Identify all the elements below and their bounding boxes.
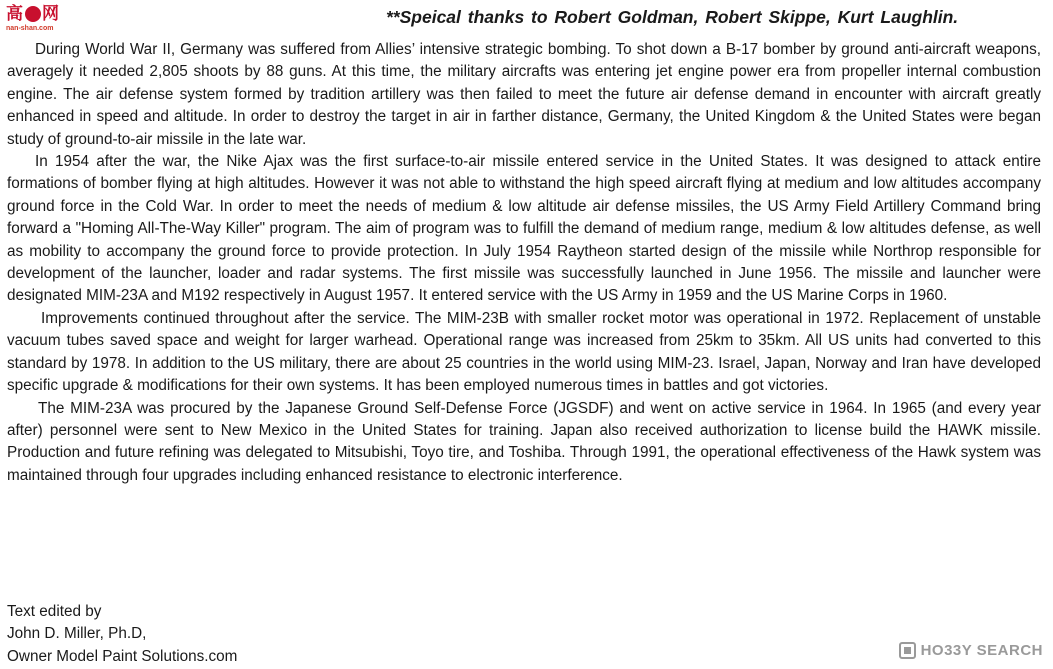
site-logo-mark: [6, 4, 60, 24]
hobby-search-logo-icon: [899, 642, 916, 659]
credit-line-1: Text edited by: [7, 603, 102, 620]
credit-line-2: John D. Miller, Ph.D,: [7, 625, 147, 643]
editor-credit: [7, 601, 237, 668]
paragraph-development: In 1954 after the war, the Nike Ajax was the first surface-to-air missile entered service in the United States. It was designed to attack entire formations of bomber flying at high altitudes. However it was not able to withstand the high speed aircraft flying at medium and low altitudes accompany ground force in the Cold War. In order to meet the needs of medium & low altitude air defense missiles, the US Army Field Artillery Command bring forward a "Homing All-The-Way Killer" program. The aim of program was to fulfill the demand of medium range, medium & low altitudes defense, as well as mobility to accompany the ground force to provide protection. In July 1954 Raytheon started design of the missile while Northrop responsible for development of the launcher, loader and radar systems. The first missile was successfully launched in June 1956. The missile and launcher were designated MIM-23A and M192 respectively in August 1957. It entered service with the US Army in 1959 and the US Marine Corps in 1960.: [7, 153, 1041, 305]
article-body: [7, 39, 1041, 487]
paragraph-jgsdf: The MIM-23A was procured by the Japanese Ground Self-Defense Force (JGSDF) and went on active service in 1964. In 1965 (and every year after) personnel were sent to New Mexico in the United States for training. Japan also received authorization to license build the HAWK missile. Production and future refining was delegated to Mitsubishi, Toyo tire, and Toshiba. Through 1991, the operational effectiveness of the Hawk system was maintained through four upgrades including enhanced resistance to electronic interference.: [7, 399, 1041, 484]
logo-char-right: 网: [42, 4, 60, 24]
credit-line-3: Owner Model Paint Solutions.com: [7, 647, 238, 665]
site-logo: [6, 4, 70, 38]
special-thanks: **Speical thanks to Robert Goldman, Robert Skippe, Kurt Laughlin.: [386, 7, 959, 27]
logo-badge-icon: [25, 6, 41, 22]
paragraph-improvements: Improvements continued throughout after the service. The MIM-23B with smaller rocket motor was operational in 1972. Replacement of unstable vacuum tubes saved space and weight for larger warhead. Operational range was increased from 25km to 35km. All US units had converted to this standard by 1978. In addition to the US military, there are about 25 countries in the world using MIM-23. Israel, Japan, Norway and Iran have developed specific upgrade & modifications for their own systems. It has been employed numerous times in battles and got victories.: [7, 309, 1041, 395]
paragraph-ww2: During World War II, Germany was suffered from Allies’ intensive strategic bombing. To shot down a B-17 bomber by ground anti-aircraft weapons, averagely it needed 2,805 shoots by 88 guns. At this time, the military aircrafts was entering jet engine power era from propeller internal combustion engine. The air defense system formed by tradition artillery was then failed to meet the future air defense demand in encounter with aircraft greatly enhanced in speed and altitude. In order to destroy the target in air in farther distance, Germany, the United Kingdom & the United States were began study of ground-to-air missile in the late war.: [7, 41, 1041, 148]
logo-char-left: 高: [6, 4, 24, 24]
watermark-text: HO33Y SEARCH: [920, 641, 1043, 659]
site-logo-url: nan-shan.com: [6, 25, 54, 32]
hobby-search-watermark: [899, 640, 1043, 660]
